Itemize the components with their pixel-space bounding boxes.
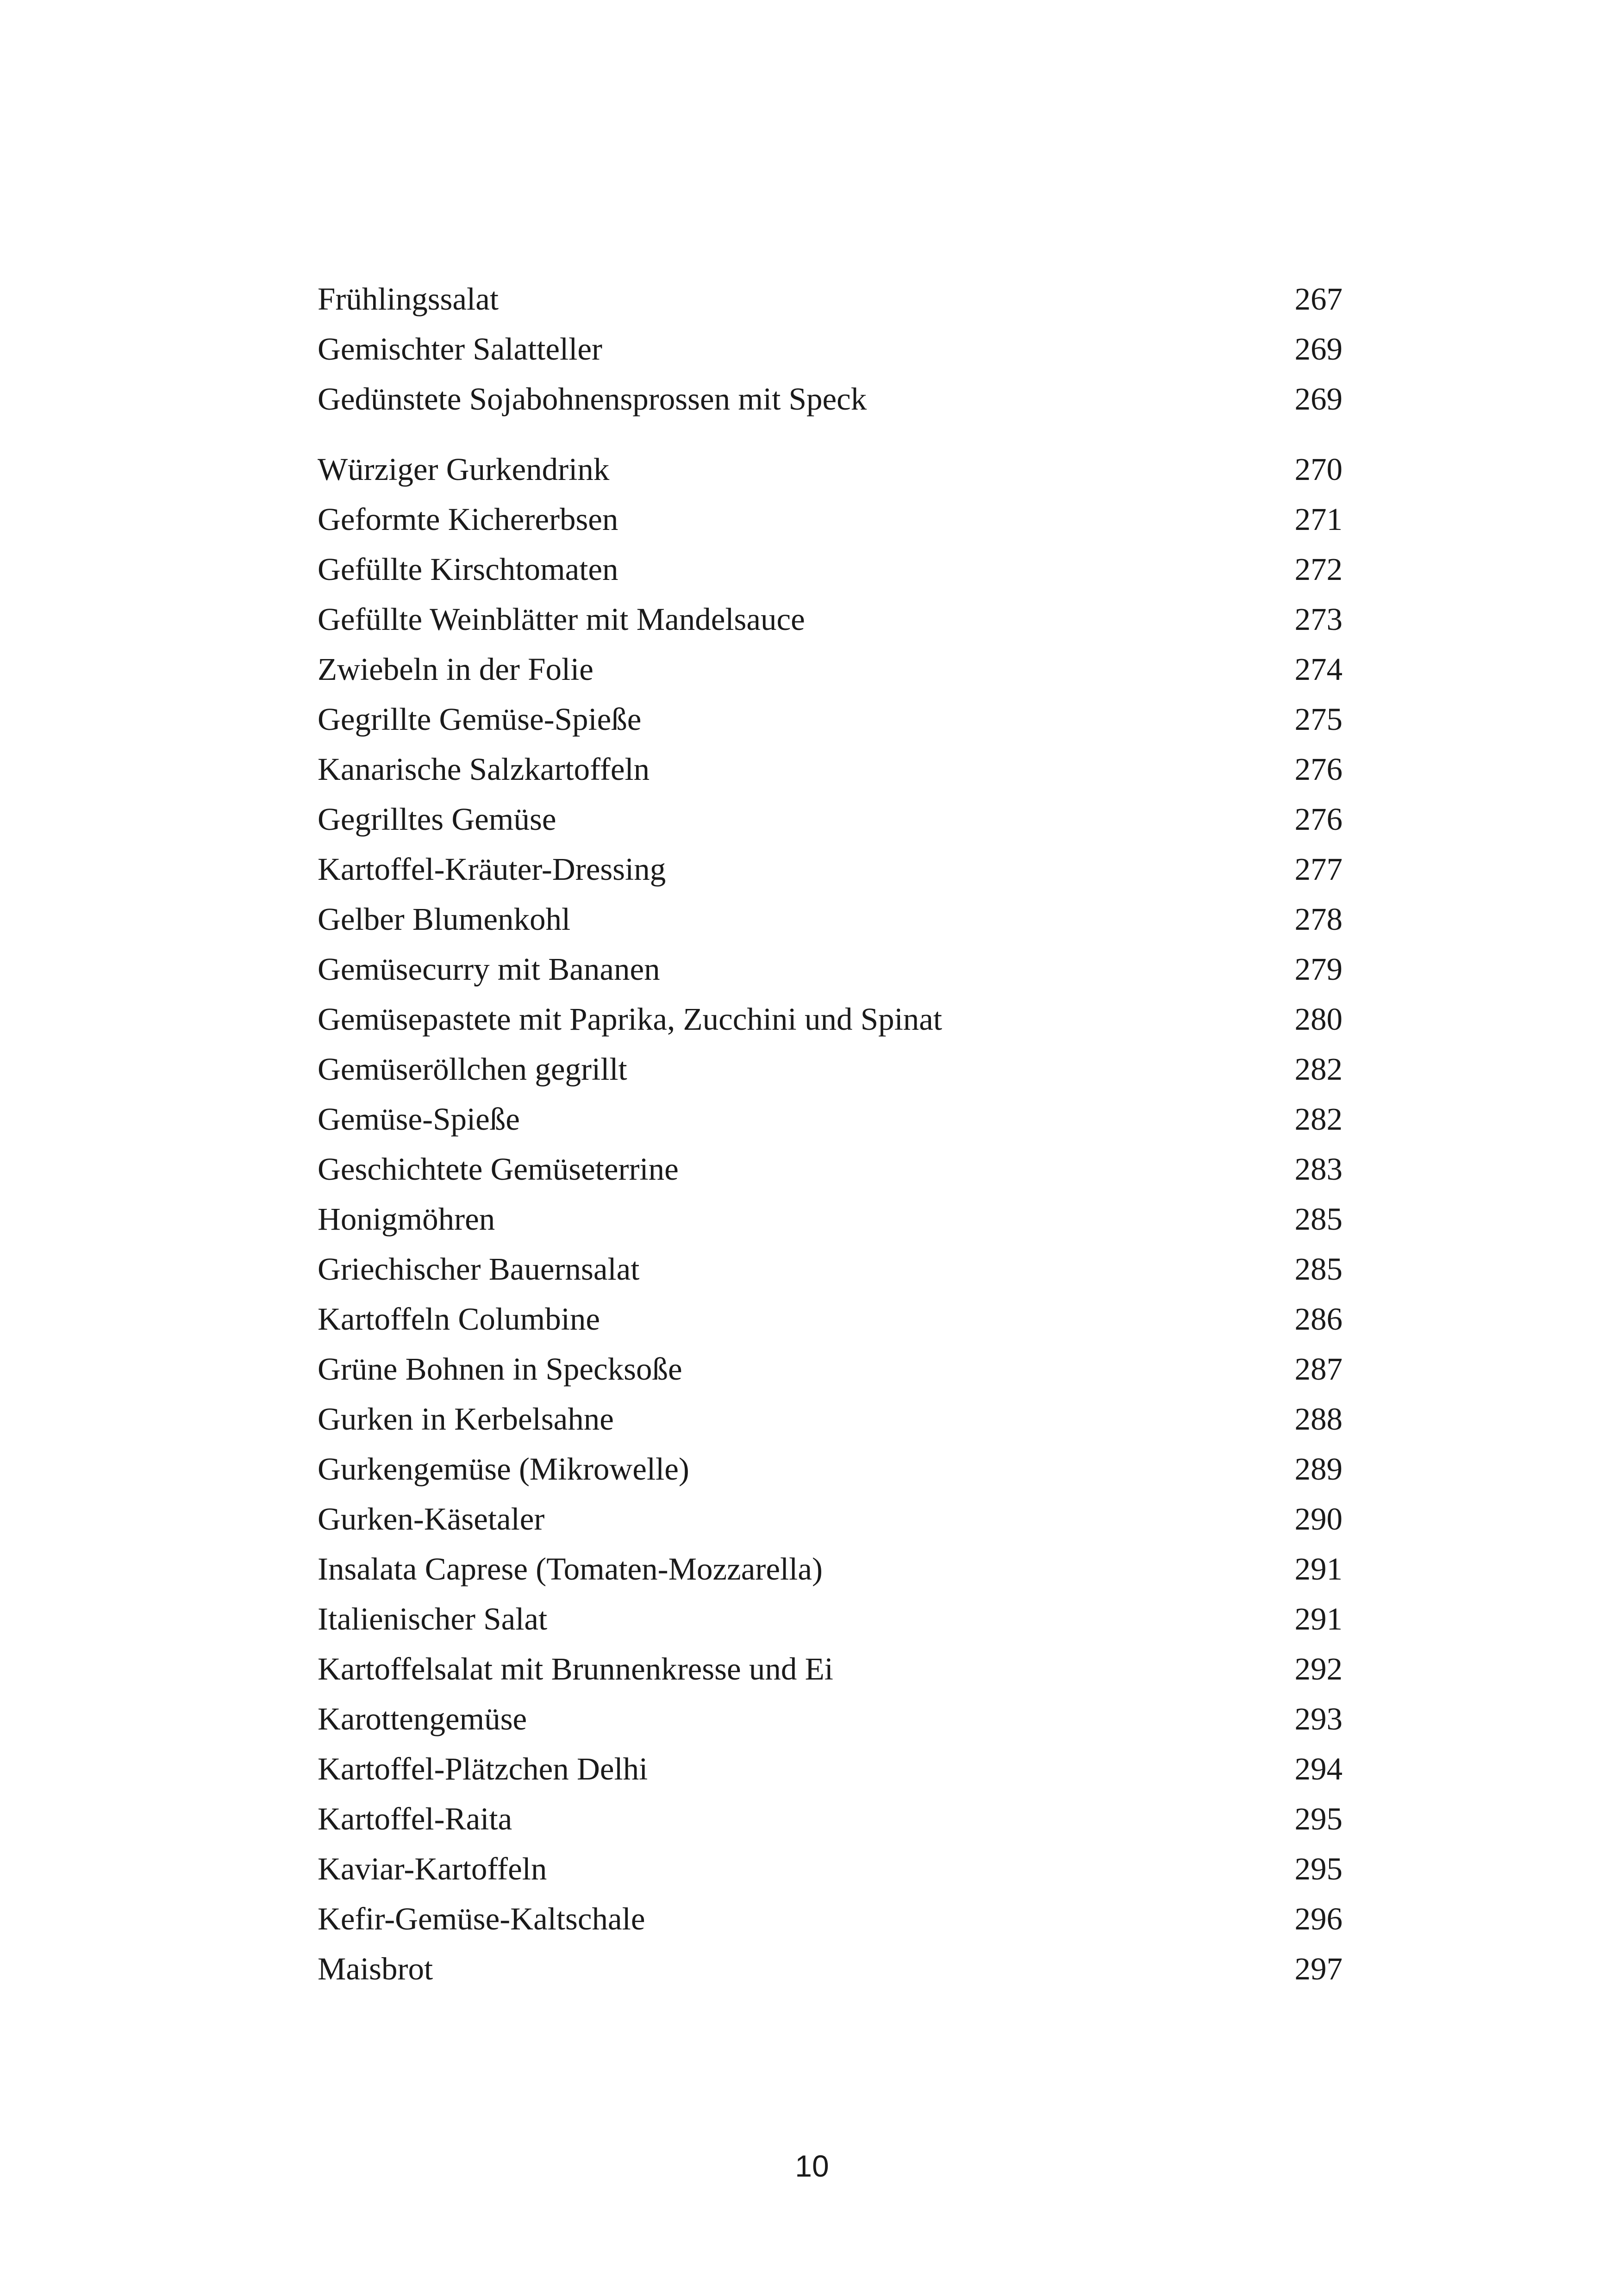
toc-entry-title: Gurkengemüse (Mikrowelle) bbox=[318, 1451, 689, 1487]
toc-entry-title: Gemüsepastete mit Paprika, Zucchini und Spinat bbox=[318, 1002, 943, 1037]
toc-entry-title: Gurken-Käsetaler bbox=[318, 1501, 545, 1537]
toc-entry-page-number: 295 bbox=[1294, 1851, 1343, 1886]
toc-entry bbox=[318, 374, 1343, 424]
toc-entry-page-number: 296 bbox=[1294, 1901, 1343, 1936]
toc-entry-page-number: 285 bbox=[1294, 1201, 1343, 1237]
toc-entry-title: Grüne Bohnen in Specksoße bbox=[318, 1351, 682, 1387]
toc-entry bbox=[318, 1644, 1343, 1694]
table-of-contents bbox=[318, 274, 1343, 1994]
page-number: 10 bbox=[795, 2149, 829, 2183]
toc-entry bbox=[318, 994, 1343, 1044]
toc-entry-page-number: 297 bbox=[1294, 1951, 1343, 1986]
toc-entry-title: Kartoffeln Columbine bbox=[318, 1301, 600, 1337]
toc-entry-title: Gemischter Salatteller bbox=[318, 331, 603, 367]
toc-entry-title: Gelber Blumenkohl bbox=[318, 902, 571, 937]
toc-entry-page-number: 282 bbox=[1294, 1101, 1343, 1137]
toc-entry bbox=[318, 594, 1343, 644]
toc-entry-title: Gegrillte Gemüse-Spieße bbox=[318, 702, 642, 737]
toc-entry bbox=[318, 1044, 1343, 1094]
toc-entry-title: Geschichtete Gemüseterrine bbox=[318, 1151, 679, 1187]
toc-entry bbox=[318, 1194, 1343, 1244]
toc-entry bbox=[318, 1944, 1343, 1994]
toc-entry bbox=[318, 1494, 1343, 1544]
toc-entry-page-number: 269 bbox=[1294, 331, 1343, 367]
toc-entry-page-number: 292 bbox=[1294, 1651, 1343, 1686]
toc-entry-page-number: 270 bbox=[1294, 452, 1343, 487]
toc-entry-page-number: 282 bbox=[1294, 1052, 1343, 1087]
toc-entry-page-number: 287 bbox=[1294, 1351, 1343, 1387]
toc-entry-title: Honigmöhren bbox=[318, 1201, 495, 1237]
toc-entry-page-number: 288 bbox=[1294, 1401, 1343, 1437]
toc-entry-page-number: 290 bbox=[1294, 1501, 1343, 1537]
toc-entry-title: Gemüsecurry mit Bananen bbox=[318, 952, 660, 987]
toc-entry-page-number: 291 bbox=[1294, 1601, 1343, 1636]
toc-entry bbox=[318, 894, 1343, 944]
toc-entry bbox=[318, 1594, 1343, 1644]
toc-entry bbox=[318, 1744, 1343, 1794]
toc-entry-title: Kartoffel-Raita bbox=[318, 1801, 512, 1836]
toc-entry-title: Maisbrot bbox=[318, 1951, 433, 1986]
toc-entry bbox=[318, 444, 1343, 494]
toc-entry-page-number: 295 bbox=[1294, 1801, 1343, 1836]
toc-entry-page-number: 273 bbox=[1294, 602, 1343, 637]
toc-entry-title: Gegrilltes Gemüse bbox=[318, 802, 556, 837]
toc-entry-page-number: 267 bbox=[1294, 281, 1343, 317]
toc-entry bbox=[318, 1394, 1343, 1444]
toc-entry-title: Geformte Kichererbsen bbox=[318, 502, 618, 537]
toc-entry-title: Kartoffel-Plätzchen Delhi bbox=[318, 1751, 648, 1786]
toc-entry-title: Kanarische Salzkartoffeln bbox=[318, 752, 650, 787]
toc-entry-title: Gefüllte Kirschtomaten bbox=[318, 552, 618, 587]
toc-entry bbox=[318, 644, 1343, 694]
toc-entry bbox=[318, 694, 1343, 744]
toc-entry-title: Gefüllte Weinblätter mit Mandelsauce bbox=[318, 602, 805, 637]
toc-entry-page-number: 277 bbox=[1294, 852, 1343, 887]
toc-entry bbox=[318, 1844, 1343, 1894]
toc-entry bbox=[318, 274, 1343, 324]
toc-entry bbox=[318, 844, 1343, 894]
toc-entry-page-number: 271 bbox=[1294, 502, 1343, 537]
toc-entry-page-number: 272 bbox=[1294, 552, 1343, 587]
toc-entry-title: Kartoffelsalat mit Brunnenkresse und Ei bbox=[318, 1651, 833, 1686]
toc-entry bbox=[318, 1694, 1343, 1744]
toc-entry-page-number: 286 bbox=[1294, 1301, 1343, 1337]
toc-entry-page-number: 275 bbox=[1294, 702, 1343, 737]
toc-entry bbox=[318, 1244, 1343, 1294]
toc-entry bbox=[318, 1294, 1343, 1344]
toc-entry-page-number: 279 bbox=[1294, 952, 1343, 987]
toc-entry-title: Karottengemüse bbox=[318, 1701, 527, 1736]
toc-entry-page-number: 269 bbox=[1294, 381, 1343, 417]
toc-entry bbox=[318, 1344, 1343, 1394]
toc-entry bbox=[318, 324, 1343, 374]
toc-entry-page-number: 276 bbox=[1294, 802, 1343, 837]
toc-entry-page-number: 278 bbox=[1294, 902, 1343, 937]
toc-entry-title: Insalata Caprese (Tomaten-Mozzarella) bbox=[318, 1551, 823, 1587]
toc-entry bbox=[318, 1094, 1343, 1144]
toc-entry bbox=[318, 1144, 1343, 1194]
toc-entry bbox=[318, 494, 1343, 544]
toc-entry-page-number: 274 bbox=[1294, 652, 1343, 687]
toc-entry-page-number: 280 bbox=[1294, 1002, 1343, 1037]
toc-entry-title: Zwiebeln in der Folie bbox=[318, 652, 593, 687]
toc-entry bbox=[318, 544, 1343, 594]
toc-entry bbox=[318, 794, 1343, 844]
toc-entry-title: Gemüse-Spieße bbox=[318, 1101, 520, 1137]
toc-entry-title: Kartoffel-Kräuter-Dressing bbox=[318, 852, 666, 887]
toc-entry-title: Würziger Gurkendrink bbox=[318, 452, 610, 487]
toc-entry bbox=[318, 1444, 1343, 1494]
toc-entry-title: Kaviar-Kartoffeln bbox=[318, 1851, 547, 1886]
toc-entry bbox=[318, 1544, 1343, 1594]
toc-entry bbox=[318, 1794, 1343, 1844]
toc-entry-page-number: 294 bbox=[1294, 1751, 1343, 1786]
toc-entry-page-number: 285 bbox=[1294, 1251, 1343, 1287]
toc-entry-title: Gedünstete Sojabohnensprossen mit Speck bbox=[318, 381, 867, 417]
toc-entry-title: Frühlingssalat bbox=[318, 281, 499, 317]
toc-entry-page-number: 283 bbox=[1294, 1151, 1343, 1187]
toc-entry-title: Gurken in Kerbelsahne bbox=[318, 1401, 614, 1437]
toc-entry bbox=[318, 744, 1343, 794]
toc-entry-page-number: 293 bbox=[1294, 1701, 1343, 1736]
toc-entry-page-number: 291 bbox=[1294, 1551, 1343, 1587]
toc-entry-title: Kefir-Gemüse-Kaltschale bbox=[318, 1901, 645, 1936]
toc-entry bbox=[318, 944, 1343, 994]
toc-entry-title: Gemüseröllchen gegrillt bbox=[318, 1052, 627, 1087]
toc-entry bbox=[318, 1894, 1343, 1944]
toc-entry-title: Griechischer Bauernsalat bbox=[318, 1251, 640, 1287]
toc-entry-page-number: 289 bbox=[1294, 1451, 1343, 1487]
toc-entry-title: Italienischer Salat bbox=[318, 1601, 548, 1636]
toc-entry-page-number: 276 bbox=[1294, 752, 1343, 787]
